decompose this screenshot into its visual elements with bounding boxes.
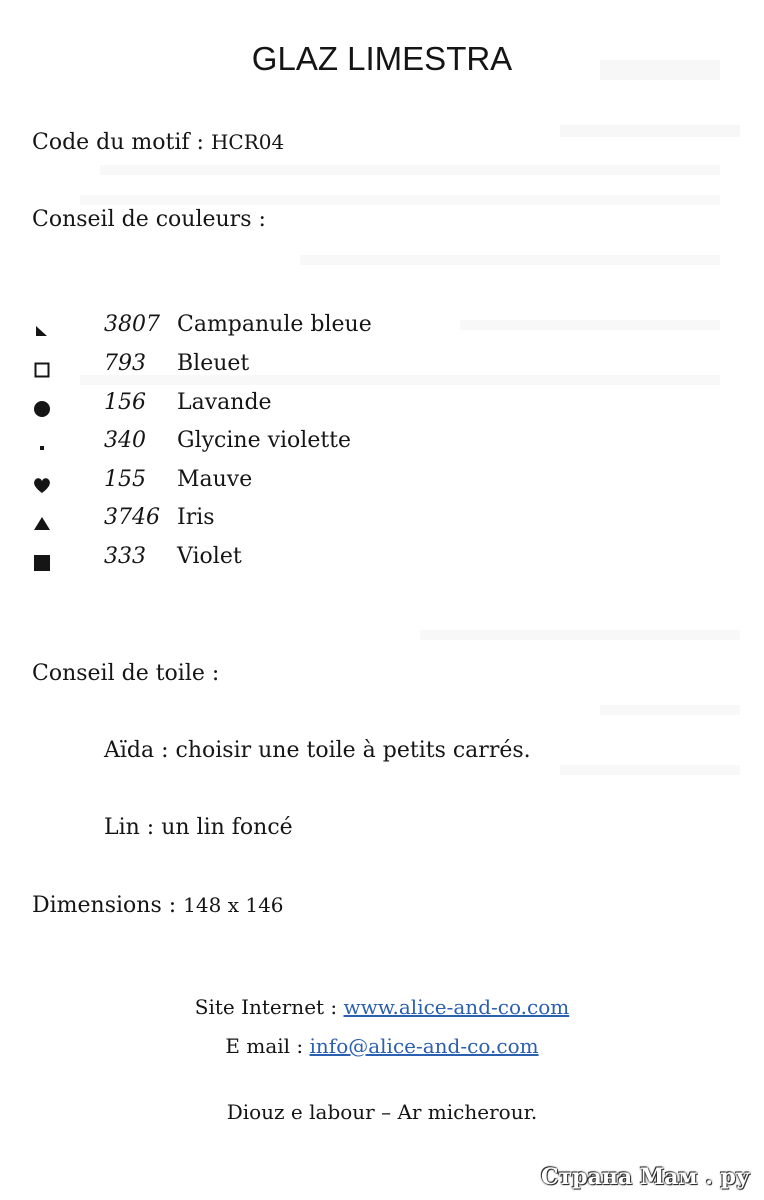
legend-code: 793 — [104, 351, 146, 376]
site-link[interactable]: www.alice-and-co.com — [343, 995, 570, 1019]
legend-row — [32, 390, 432, 420]
dimensions-line — [32, 893, 284, 918]
legend-row — [32, 544, 432, 574]
mail-line — [0, 1034, 764, 1058]
legend-name: Glycine violette — [177, 428, 352, 453]
legend-code: 333 — [104, 544, 146, 569]
legend-code: 340 — [104, 428, 146, 453]
motif-code-label: Code du motif : — [32, 130, 204, 155]
site-line — [0, 995, 764, 1019]
mail-label: E mail : — [225, 1034, 304, 1058]
legend-row — [32, 428, 432, 458]
legend-row — [32, 312, 432, 342]
motif-code-line — [32, 130, 284, 155]
legend-name: Lavande — [177, 390, 272, 415]
mail-link[interactable]: info@alice-and-co.com — [309, 1034, 539, 1058]
legend-code: 3746 — [104, 505, 160, 530]
legend-row — [32, 351, 432, 381]
heart-icon — [32, 475, 52, 495]
legend-code: 155 — [104, 467, 146, 492]
filled-circle-icon — [32, 398, 52, 418]
fabric-aida: Aïda : choisir une toile à petits carrés. — [104, 738, 531, 763]
legend-name: Campanule bleue — [177, 312, 372, 337]
document-title: GLAZ LIMESTRA — [251, 40, 513, 77]
site-label: Site Internet : — [194, 995, 338, 1019]
legend-code: 156 — [104, 390, 146, 415]
fabric-lin: Lin : un lin foncé — [104, 815, 293, 840]
open-square-icon — [32, 359, 52, 379]
motto: Diouz e labour – Ar micherour. — [226, 1100, 538, 1124]
motif-code-value: HCR04 — [210, 130, 285, 154]
legend-name: Mauve — [177, 467, 253, 492]
legend-name: Iris — [177, 505, 215, 530]
dimensions-value: 148 x 146 — [183, 893, 284, 917]
fabric-heading: Conseil de toile : — [32, 661, 220, 686]
legend-code: 3807 — [104, 312, 160, 337]
triangle-icon — [32, 513, 52, 533]
dimensions-label: Dimensions : — [32, 893, 177, 918]
watermark-logo: Страна Мам . ру — [541, 1164, 750, 1190]
legend-name: Violet — [177, 544, 242, 569]
legend-name: Bleuet — [177, 351, 250, 376]
colors-heading: Conseil de couleurs : — [32, 207, 266, 232]
legend-row — [32, 467, 432, 497]
small-dot-icon — [32, 436, 52, 456]
filled-square-icon — [32, 552, 52, 572]
corner-triangle-icon — [32, 320, 52, 340]
legend-row — [32, 505, 432, 535]
